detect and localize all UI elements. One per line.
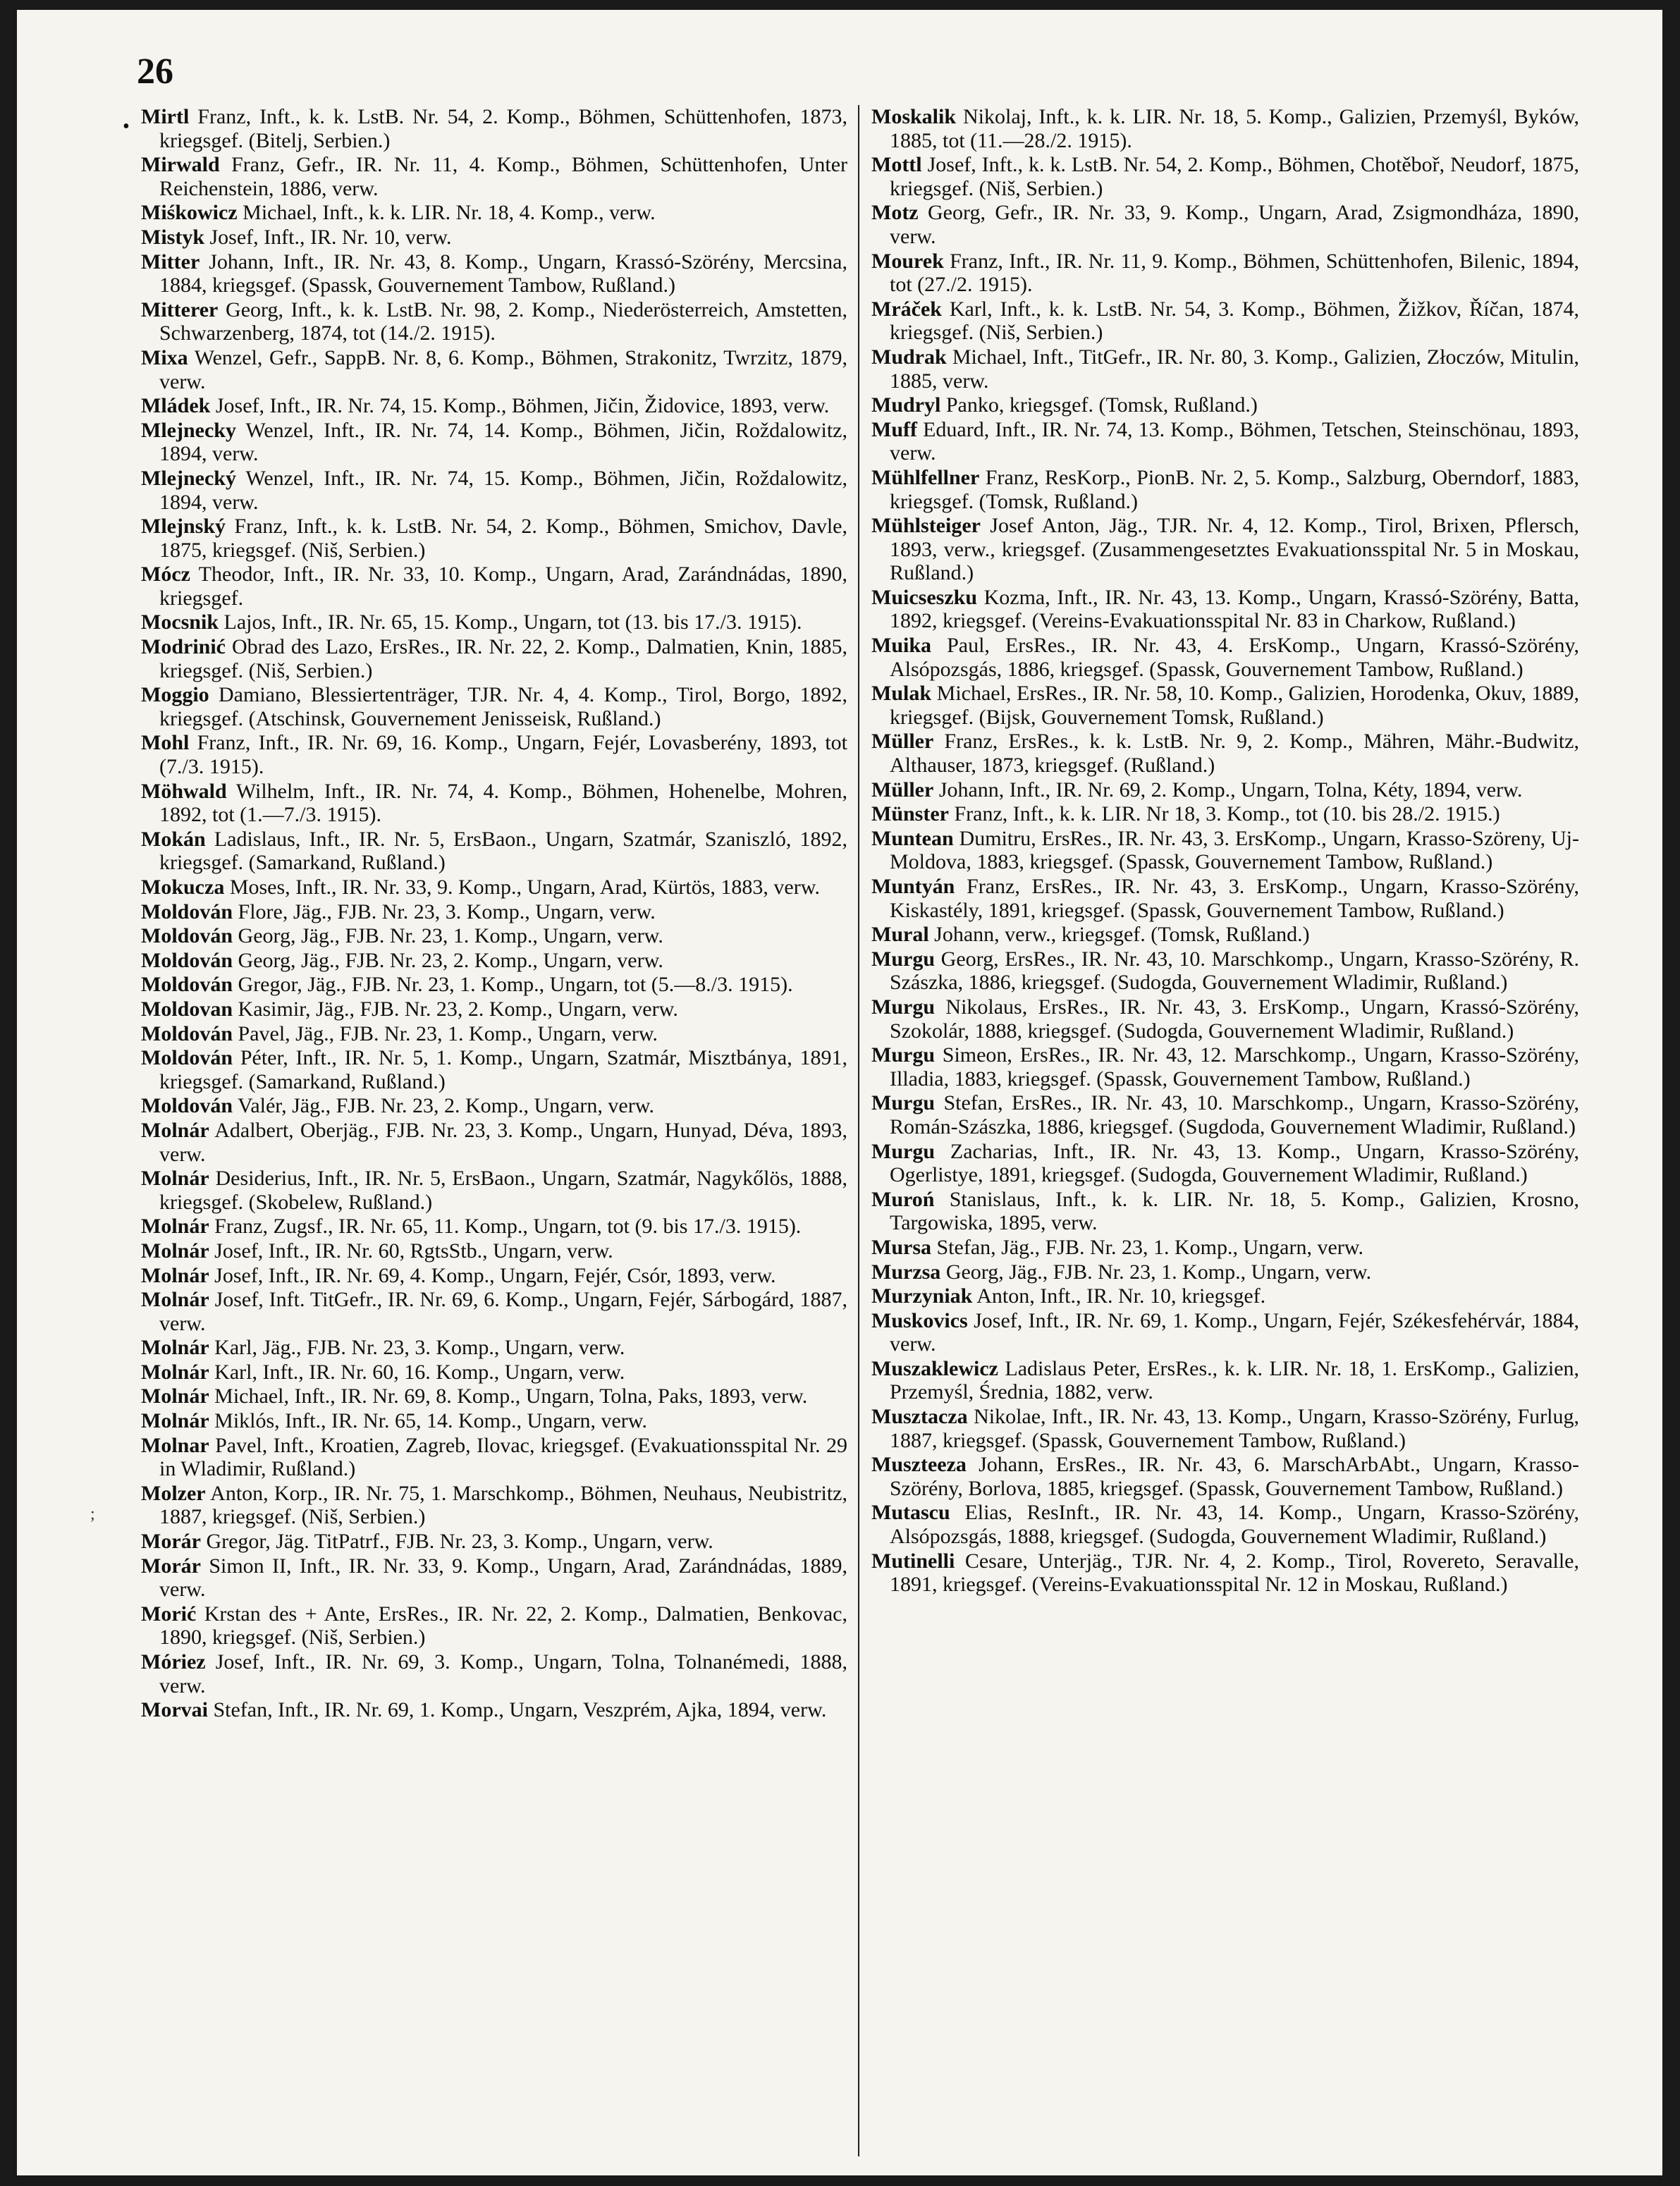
list-entry (871, 1501, 1579, 1548)
list-entry (141, 900, 847, 924)
list-entry (141, 515, 847, 562)
margin-mark: ; (90, 1505, 95, 1523)
entry-details: Josef, Inft. TitGefr., IR. Nr. 69, 6. Komp., Ungarn, Fejér, Sárbogárd, 1887, verw. (159, 1288, 847, 1335)
list-entry (871, 1236, 1579, 1260)
list-entry (141, 1119, 847, 1166)
entry-details: Cesare, Unterjäg., TJR. Nr. 4, 2. Komp., Tirol, Rovereto, Seravalle, 1891, kriegsgef. (Vereins-Evakuationsspital Nr. 12 in Moskau, Rußland.) (890, 1549, 1579, 1597)
entry-surname: Molnár (141, 1409, 209, 1433)
entry-details: Michael, ErsRes., IR. Nr. 58, 10. Komp., Galizien, Horodenka, Okuv, 1889, kriegsgef. (Bijsk, Gouvernement Tomsk, Rußland.) (890, 682, 1579, 729)
list-entry (141, 298, 847, 345)
list-entry (141, 1482, 847, 1529)
entry-surname: Mocsnik (141, 610, 219, 634)
entry-details: Josef, Inft., k. k. LstB. Nr. 54, 2. Komp., Böhmen, Chotěboř, Neudorf, 1875, kriegsgef. (Niš, Serbien.) (890, 153, 1579, 200)
list-entry (871, 1357, 1579, 1404)
list-entry (141, 346, 847, 393)
entry-details: Johann, verw., kriegsgef. (Tomsk, Rußland.) (934, 923, 1310, 947)
entry-surname: Murzyniak (871, 1284, 973, 1308)
document-page (17, 10, 1662, 2175)
list-entry (871, 393, 1579, 417)
entry-details: Anton, Inft., IR. Nr. 10, kriegsgef. (976, 1284, 1266, 1308)
list-entry (871, 827, 1579, 874)
entry-details: Wilhelm, Inft., IR. Nr. 74, 4. Komp., Böhmen, Hohenelbe, Mohren, 1892, tot (1.—7./3. 1915). (159, 779, 847, 827)
entry-details: Gregor, Jäg. TitPatrf., FJB. Nr. 23, 3. Komp., Ungarn, verw. (206, 1530, 713, 1554)
entry-details: Stefan, Jäg., FJB. Nr. 23, 1. Komp., Ungarn, verw. (936, 1235, 1363, 1259)
entry-details: Miklós, Inft., IR. Nr. 65, 14. Komp., Ungarn, verw. (214, 1409, 647, 1433)
entry-details: Michael, Inft., k. k. LIR. Nr. 18, 4. Komp., verw. (243, 201, 656, 225)
entry-surname: Mudrak (871, 345, 947, 369)
list-entry (141, 683, 847, 730)
entry-details: Karl, Inft., k. k. LstB. Nr. 54, 3. Komp., Böhmen, Žižkov, Říčan, 1874, kriegsgef. (Niš, Serbien.) (890, 297, 1579, 345)
entry-details: Franz, Inft., IR. Nr. 11, 9. Komp., Böhmen, Schüttenhofen, Bilenic, 1894, tot (27./2. 1915). (890, 249, 1579, 297)
entry-details: Ladislaus, Inft., IR. Nr. 5, ErsBaon., Ungarn, Szatmár, Szaniszló, 1892, kriegsgef. (Samarkand, Rußland.) (159, 827, 847, 875)
entry-surname: Molnár (141, 1384, 209, 1408)
entry-surname: Muff (871, 417, 917, 441)
entry-surname: Mirwald (141, 153, 220, 177)
entry-details: Gregor, Jäg., FJB. Nr. 23, 1. Komp., Ungarn, tot (5.—8./3. 1915). (238, 973, 793, 997)
entry-surname: Moldovan (141, 997, 233, 1021)
list-entry (871, 634, 1579, 681)
entry-details: Elias, ResInft., IR. Nr. 43, 14. Komp., Ungarn, Krasso-Szörény, Alsópozsgás, 1888, kriegsgef. (Sudogda, Gouvernement Wladimir, Rußland.) (890, 1501, 1579, 1549)
entry-surname: Motz (871, 201, 919, 225)
entry-surname: Musztacza (871, 1405, 968, 1429)
list-entry (871, 1405, 1579, 1452)
entry-details: Stanislaus, Inft., k. k. LIR. Nr. 18, 5. Komp., Galizien, Krosno, Targowiska, 1895, verw. (890, 1187, 1579, 1235)
entry-details: Simeon, ErsRes., IR. Nr. 43, 12. Marschkomp., Ungarn, Krasso-Szörény, Illadia, 1883, kriegsgef. (Spassk, Gouvernement Tambow, Rußland.) (890, 1043, 1579, 1091)
entry-surname: Mokán (141, 827, 206, 851)
list-entry (141, 828, 847, 875)
entry-surname: Mlejnský (141, 515, 226, 539)
entry-details: Michael, Inft., IR. Nr. 69, 8. Komp., Ungarn, Tolna, Paks, 1893, verw. (214, 1384, 808, 1408)
list-entry (141, 1434, 847, 1481)
entry-surname: Mottl (871, 153, 922, 177)
entry-details: Johann, Inft., IR. Nr. 43, 8. Komp., Ungarn, Krassó-Szörény, Mercsina, 1884, kriegsgef. (Spassk, Gouvernement Tambow, Rußland.) (159, 250, 847, 297)
list-entry (871, 418, 1579, 465)
entry-surname: Moldován (141, 1021, 233, 1045)
entry-details: Franz, ErsRes., IR. Nr. 43, 3. ErsKomp., Ungarn, Krasso-Szörény, Kiskastély, 1891, kriegsgef. (Spassk, Gouvernement Tambow, Rußland.) (890, 875, 1579, 922)
list-entry (141, 1239, 847, 1263)
entry-surname: Mráček (871, 297, 942, 321)
entry-details: Desiderius, Inft., IR. Nr. 5, ErsBaon., Ungarn, Szatmár, Nagykőlös, 1888, kriegsgef. (Skobelew, Rußland.) (159, 1167, 847, 1214)
entry-surname: Murgu (871, 995, 935, 1019)
entry-surname: Mlejnecky (141, 418, 236, 442)
entry-details: Josef Anton, Jäg., TJR. Nr. 4, 12. Komp., Tirol, Brixen, Pflersch, 1893, verw., kriegsgef. (Zusammengesetztes Evakuationsspital Nr. 5 in Moskau, Rußland.) (890, 514, 1579, 585)
entry-details: Nikolae, Inft., IR. Nr. 43, 13. Komp., Ungarn, Krasso-Szörény, Furlug, 1887, kriegsgef. (Spassk, Gouvernement Tambow, Rußland.) (890, 1405, 1579, 1452)
entry-details: Josef, Inft., IR. Nr. 69, 4. Komp., Ungarn, Fejér, Csór, 1893, verw. (214, 1263, 776, 1287)
entry-details: Franz, Inft., k. k. LIR. Nr 18, 3. Komp., tot (10. bis 28./2. 1915.) (954, 802, 1500, 826)
list-entry (141, 876, 847, 899)
entry-surname: Mühlfellner (871, 465, 980, 489)
right-column (871, 105, 1579, 2163)
list-entry (871, 947, 1579, 995)
entry-details: Valér, Jäg., FJB. Nr. 23, 2. Komp., Ungarn, verw. (238, 1094, 654, 1118)
list-entry (141, 1167, 847, 1214)
list-entry (141, 1554, 847, 1602)
entry-surname: Molnár (141, 1118, 209, 1142)
entry-details: Franz, Gefr., IR. Nr. 11, 4. Komp., Böhmen, Schüttenhofen, Unter Reichenstein, 1886, verw. (159, 153, 847, 200)
entry-surname: Mühlsteiger (871, 514, 981, 538)
entry-details: Kozma, Inft., IR. Nr. 43, 13. Komp., Ungarn, Krassó-Szörény, Batta, 1892, kriegsgef. (Vereins-Evakuationsspital Nr. 83 in Charkow, Rußland.) (890, 585, 1579, 633)
entry-details: Franz, ResKorp., PionB. Nr. 2, 5. Komp., Salzburg, Oberndorf, 1883, kriegsgef. (Tomsk, Rußland.) (890, 465, 1579, 513)
entry-surname: Molnár (141, 1167, 209, 1191)
entry-details: Lajos, Inft., IR. Nr. 65, 15. Komp., Ungarn, tot (13. bis 17./3. 1915). (223, 610, 802, 634)
list-entry (871, 1260, 1579, 1284)
list-entry (871, 778, 1579, 802)
entry-details: Simon II, Inft., IR. Nr. 33, 9. Komp., Ungarn, Arad, Zarándnádas, 1889, verw. (159, 1554, 847, 1602)
entry-details: Josef, Inft., IR. Nr. 74, 15. Komp., Böhmen, Jičin, Židovice, 1893, verw. (215, 394, 830, 418)
entry-surname: Muika (871, 634, 932, 658)
list-entry (141, 153, 847, 200)
entry-details: Karl, Inft., IR. Nr. 60, 16. Komp., Ungarn, verw. (214, 1360, 625, 1384)
entry-surname: Mural (871, 923, 929, 947)
entry-surname: Mistyk (141, 225, 204, 249)
list-entry (871, 250, 1579, 297)
entry-details: Kasimir, Jäg., FJB. Nr. 23, 2. Komp., Ungarn, verw. (238, 997, 678, 1021)
entry-details: Josef, Inft., IR. Nr. 10, verw. (209, 225, 452, 249)
entry-details: Adalbert, Oberjäg., FJB. Nr. 23, 3. Komp., Ungarn, Hunyad, Déva, 1893, verw. (159, 1118, 847, 1166)
list-entry (871, 586, 1579, 633)
entry-surname: Molnár (141, 1215, 209, 1239)
list-entry (141, 973, 847, 997)
list-entry (871, 875, 1579, 922)
list-entry (871, 995, 1579, 1043)
entry-details: Krstan des + Ante, ErsRes., IR. Nr. 22, 2. Komp., Dalmatien, Benkovac, 1890, kriegsgef. (Niš, Serbien.) (159, 1602, 847, 1650)
entry-details: Moses, Inft., IR. Nr. 33, 9. Komp., Ungarn, Arad, Kürtös, 1883, verw. (229, 876, 820, 899)
entry-surname: Muroń (871, 1187, 935, 1211)
list-entry (871, 923, 1579, 947)
list-entry (141, 1022, 847, 1046)
entry-surname: Morić (141, 1602, 197, 1626)
entry-details: Damiano, Blessiertenträger, TJR. Nr. 4, 4. Komp., Tirol, Borgo, 1892, kriegsgef. (Atschinsk, Gouvernement Jenisseisk, Rußland.) (159, 683, 847, 730)
entry-details: Wenzel, Gefr., SappB. Nr. 8, 6. Komp., Böhmen, Strakonitz, Twrzitz, 1879, verw. (159, 345, 847, 393)
entry-details: Obrad des Lazo, ErsRes., IR. Nr. 22, 2. Komp., Dalmatien, Knin, 1885, kriegsgef. (Niš, Serbien.) (159, 635, 847, 682)
entry-surname: Moldován (141, 973, 233, 997)
entry-surname: Müller (871, 730, 934, 754)
margin-bullet: • (123, 116, 130, 137)
list-entry (141, 924, 847, 948)
entry-surname: Muicseszku (871, 585, 977, 609)
entry-details: Paul, ErsRes., IR. Nr. 43, 4. ErsKomp., Ungarn, Krassó-Szörény, Alsópozsgás, 1886, kriegsgef. (Spassk, Gouvernement Tambow, Rußland.) (890, 634, 1579, 681)
list-entry (871, 514, 1579, 585)
entry-surname: Mitterer (141, 297, 219, 321)
entry-details: Franz, Inft., k. k. LstB. Nr. 54, 2. Komp., Böhmen, Smichov, Davle, 1875, kriegsgef. (Niš, Serbien.) (159, 515, 847, 562)
entry-surname: Moggio (141, 683, 209, 707)
entry-surname: Moldován (141, 948, 233, 972)
list-entry (871, 1309, 1579, 1356)
entry-surname: Morár (141, 1530, 201, 1554)
entry-details: Wenzel, Inft., IR. Nr. 74, 15. Komp., Böhmen, Jičin, Roždalowitz, 1894, verw. (159, 466, 847, 514)
entry-surname: Mursa (871, 1235, 931, 1259)
entry-details: Georg, Jäg., FJB. Nr. 23, 2. Komp., Ungarn, verw. (238, 948, 663, 972)
entry-details: Stefan, Inft., IR. Nr. 69, 1. Komp., Ungarn, Veszprém, Ajka, 1894, verw. (213, 1698, 827, 1722)
list-entry (871, 466, 1579, 513)
list-entry (871, 297, 1579, 345)
entry-details: Georg, Gefr., IR. Nr. 33, 9. Komp., Ungarn, Arad, Zsigmondháza, 1890, verw. (890, 201, 1579, 248)
entry-details: Karl, Jäg., FJB. Nr. 23, 3. Komp., Ungarn, verw. (214, 1336, 625, 1360)
entry-surname: Moldován (141, 899, 233, 923)
list-entry (871, 153, 1579, 200)
list-entry (141, 1094, 847, 1118)
entry-surname: Muszaklewicz (871, 1356, 998, 1380)
entry-surname: Muskovics (871, 1308, 968, 1332)
entry-details: Franz, Inft., IR. Nr. 69, 16. Komp., Ungarn, Fejér, Lovasberény, 1893, tot (7./3. 1915). (159, 731, 847, 779)
entry-details: Georg, ErsRes., IR. Nr. 43, 10. Marschkomp., Ungarn, Krasso-Szörény, R. Szászka, 1886, kriegsgef. (Sudogda, Gouvernement Wladimir, Rußland.) (890, 947, 1579, 995)
list-entry (871, 1284, 1579, 1308)
entry-surname: Mokucza (141, 876, 225, 899)
list-entry (141, 1650, 847, 1697)
entry-surname: Morár (141, 1554, 201, 1578)
entry-details: Eduard, Inft., IR. Nr. 74, 13. Komp., Böhmen, Tetschen, Steinschönau, 1893, verw. (890, 417, 1579, 465)
entry-details: Franz, ErsRes., k. k. LstB. Nr. 9, 2. Komp., Mähren, Mähr.-Budwitz, Althauser, 1873, kriegsgef. (Rußland.) (890, 730, 1579, 778)
entry-surname: Moskalik (871, 105, 957, 128)
list-entry (871, 1549, 1579, 1597)
list-entry (141, 1384, 847, 1408)
entry-details: Ladislaus Peter, ErsRes., k. k. LIR. Nr. 18, 1. ErsKomp., Galizien, Przemyśl, Średnia, 1882, verw. (890, 1356, 1579, 1404)
entry-surname: Molnár (141, 1263, 209, 1287)
list-entry (141, 394, 847, 418)
entry-details: Panko, kriegsgef. (Tomsk, Rußland.) (945, 393, 1258, 417)
entry-details: Josef, Inft., IR. Nr. 69, 1. Komp., Ungarn, Fejér, Székesfehérvár, 1884, verw. (890, 1308, 1579, 1356)
entry-surname: Molnár (141, 1360, 209, 1384)
entry-surname: Müller (871, 778, 934, 802)
list-entry (141, 997, 847, 1021)
entry-surname: Mlejnecký (141, 466, 236, 490)
entry-surname: Mirtl (141, 105, 190, 128)
entry-surname: Modrinić (141, 635, 226, 659)
entry-surname: Murgu (871, 1139, 935, 1163)
entry-details: Pavel, Jäg., FJB. Nr. 23, 1. Komp., Ungarn, verw. (238, 1021, 658, 1045)
entry-details: Flore, Jäg., FJB. Nr. 23, 3. Komp., Ungarn, verw. (238, 899, 656, 923)
list-entry (871, 201, 1579, 248)
list-entry (141, 1336, 847, 1360)
list-entry (141, 731, 847, 778)
entry-details: Wenzel, Inft., IR. Nr. 74, 14. Komp., Böhmen, Jičin, Roždalowitz, 1894, verw. (159, 418, 847, 466)
list-entry (141, 635, 847, 682)
list-entry (871, 105, 1579, 152)
left-column (141, 105, 847, 2163)
entry-surname: Mourek (871, 249, 944, 273)
list-entry (871, 1453, 1579, 1500)
entry-details: Johann, ErsRes., IR. Nr. 43, 6. MarschArbAbt., Ungarn, Krasso-Szörény, Borlova, 1885, kriegsgef. (Spassk, Gouvernement Tambow, Rußland.) (890, 1453, 1579, 1500)
entry-surname: Miśkowicz (141, 201, 238, 225)
entry-surname: Molnár (141, 1288, 209, 1312)
list-entry (141, 226, 847, 250)
entry-surname: Molnar (141, 1433, 209, 1457)
entry-surname: Morvai (141, 1698, 208, 1722)
entry-surname: Mulak (871, 682, 932, 706)
entry-surname: Mócz (141, 563, 190, 587)
entry-details: Georg, Jäg., FJB. Nr. 23, 1. Komp., Ungarn, verw. (945, 1260, 1372, 1284)
column-divider (858, 105, 859, 2156)
entry-details: Dumitru, ErsRes., IR. Nr. 43, 3. ErsKomp., Ungarn, Krasso-Szöreny, Uj-Moldova, 1883, kriegsgef. (Spassk, Gouvernement Tambow, Rußland.) (890, 826, 1579, 874)
list-entry (141, 1698, 847, 1722)
entry-surname: Mládek (141, 394, 211, 418)
entry-details: Michael, Inft., TitGefr., IR. Nr. 80, 3. Komp., Galizien, Złoczów, Mitulin, 1885, verw. (890, 345, 1579, 393)
entry-surname: Münster (871, 802, 949, 826)
list-entry (141, 250, 847, 297)
entry-surname: Murzsa (871, 1260, 941, 1284)
list-entry (871, 1091, 1579, 1138)
entry-details: Pavel, Inft., Kroatien, Zagreb, Ilovac, kriegsgef. (Evakuationsspital Nr. 29 in Wladimir, Rußland.) (159, 1433, 847, 1481)
entry-surname: Mutascu (871, 1501, 950, 1525)
entry-surname: Móriez (141, 1650, 206, 1674)
entry-surname: Moldován (141, 1094, 233, 1118)
entry-surname: Murgu (871, 1091, 935, 1115)
list-entry (871, 1188, 1579, 1235)
entry-details: Theodor, Inft., IR. Nr. 33, 10. Komp., Ungarn, Arad, Zarándnádas, 1890, kriegsgef. (159, 563, 847, 610)
entry-details: Josef, Inft., IR. Nr. 69, 3. Komp., Ungarn, Tolna, Tolnanémedi, 1888, verw. (159, 1650, 847, 1697)
entry-details: Johann, Inft., IR. Nr. 69, 2. Komp., Ungarn, Tolna, Kéty, 1894, verw. (938, 778, 1523, 802)
list-entry (141, 201, 847, 225)
list-entry (871, 802, 1579, 826)
entry-details: Georg, Inft., k. k. LstB. Nr. 98, 2. Komp., Niederösterreich, Amstetten, Schwarzenberg, 1874, tot (14./2. 1915). (159, 297, 847, 345)
entry-surname: Moldován (141, 924, 233, 948)
list-entry (871, 682, 1579, 729)
entry-details: Nikolaus, ErsRes., IR. Nr. 43, 3. ErsKomp., Ungarn, Krassó-Szörény, Szokolár, 1888, kriegsgef. (Sudogda, Gouvernement Wladimir, Rußland.) (890, 995, 1579, 1043)
entry-details: Franz, Inft., k. k. LstB. Nr. 54, 2. Komp., Böhmen, Schüttenhofen, 1873, kriegsgef. (Bitelj, Serbien.) (159, 105, 847, 152)
entry-details: Georg, Jäg., FJB. Nr. 23, 1. Komp., Ungarn, verw. (238, 924, 663, 948)
entry-surname: Molnár (141, 1336, 209, 1360)
list-entry (141, 1288, 847, 1335)
list-entry (871, 1043, 1579, 1091)
entry-details: Stefan, ErsRes., IR. Nr. 43, 10. Marschkomp., Ungarn, Krasso-Szörény, Román-Szászka, 1886, kriegsgef. (Sugdoda, Gouvernement Wladimir, Rußland.) (890, 1091, 1579, 1138)
entry-surname: Murgu (871, 947, 935, 971)
list-entry (141, 467, 847, 514)
entry-details: Franz, Zugsf., IR. Nr. 65, 11. Komp., Ungarn, tot (9. bis 17./3. 1915). (214, 1215, 802, 1239)
entry-details: Péter, Inft., IR. Nr. 5, 1. Komp., Ungarn, Szatmár, Misztbánya, 1891, kriegsgef. (Samarkand, Rußland.) (159, 1046, 847, 1093)
list-entry (141, 780, 847, 827)
entry-details: Josef, Inft., IR. Nr. 60, RgtsStb., Ungarn, verw. (214, 1239, 613, 1263)
entry-surname: Molnár (141, 1239, 209, 1263)
list-entry (141, 563, 847, 610)
list-entry (141, 1409, 847, 1433)
list-entry (871, 1140, 1579, 1187)
entry-surname: Moldován (141, 1046, 233, 1070)
list-entry (141, 1264, 847, 1288)
list-entry (141, 1602, 847, 1650)
entry-surname: Muszteeza (871, 1453, 967, 1477)
list-entry (141, 1046, 847, 1093)
list-entry (141, 105, 847, 152)
list-entry (141, 1215, 847, 1239)
list-entry (141, 610, 847, 634)
list-entry (141, 949, 847, 973)
entry-surname: Molzer (141, 1481, 206, 1505)
entry-details: Zacharias, Inft., IR. Nr. 43, 13. Komp., Ungarn, Krasso-Szörény, Ogerlistye, 1891, kriegsgef. (Sudogda, Gouvernement Wladimir, Rußland.) (890, 1139, 1579, 1187)
page-number: 26 (137, 51, 173, 92)
entry-details: Anton, Korp., IR. Nr. 75, 1. Marschkomp., Böhmen, Neuhaus, Neubistritz, 1887, kriegsgef. (Niš, Serbien.) (159, 1481, 847, 1529)
entry-surname: Mixa (141, 345, 188, 369)
entry-surname: Muntyán (871, 875, 955, 898)
list-entry (871, 730, 1579, 777)
entry-surname: Mudryl (871, 393, 941, 417)
list-entry (141, 419, 847, 466)
entry-surname: Mitter (141, 250, 200, 274)
list-entry (141, 1361, 847, 1384)
entry-surname: Muntean (871, 826, 954, 850)
list-entry (141, 1530, 847, 1554)
entry-surname: Mohl (141, 731, 190, 755)
entry-surname: Murgu (871, 1043, 935, 1067)
list-entry (871, 345, 1579, 393)
entry-details: Nikolaj, Inft., k. k. LIR. Nr. 18, 5. Komp., Galizien, Przemyśl, Byków, 1885, tot (11.—28./2. 1915). (890, 105, 1579, 152)
entry-surname: Mutinelli (871, 1549, 955, 1573)
entry-surname: Möhwald (141, 779, 227, 803)
